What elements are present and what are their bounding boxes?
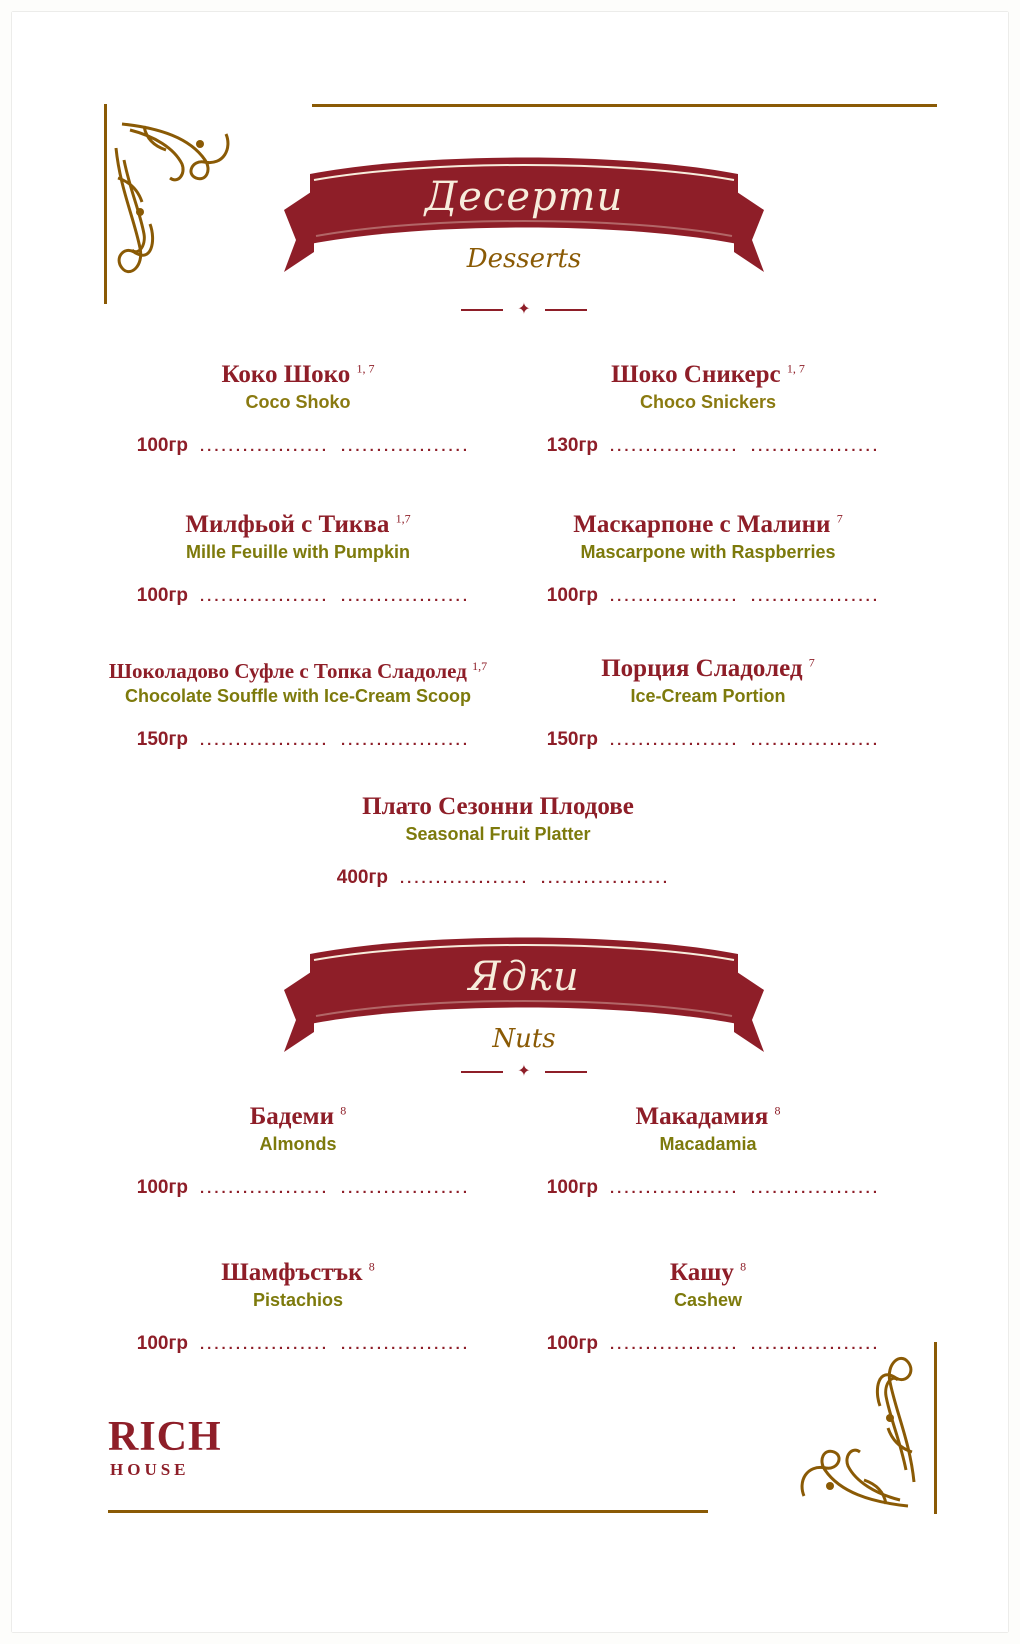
item-grams: 150гр [136,729,188,751]
dots-right: .................. [751,438,881,456]
item-name-en: Seasonal Fruit Platter [405,824,591,845]
allergen-sup: 1,7 [472,659,488,673]
item-name-en: Cashew [673,1290,743,1311]
menu-item [498,512,918,607]
item-grams: 100гр [136,1333,188,1355]
item-price-line [88,585,508,607]
item-price-line [498,1177,918,1199]
menu-item [288,794,708,889]
menu-item [498,656,918,751]
brand-name-line2: HOUSE [110,1460,190,1479]
item-grams: 130гр [546,435,598,457]
item-name-bg: Шамфъстък $^8$ [221,1259,375,1286]
item-grams: 400гр [336,867,388,889]
menu-item [498,1260,918,1355]
dots-right: .................. [341,1180,471,1198]
item-name-en: Macadamia [659,1134,757,1155]
dots-left: .................. [609,1336,739,1354]
dots-left: .................. [199,1336,329,1354]
right-rule [934,1342,937,1514]
item-grams: 100гр [136,435,188,457]
dots-left: .................. [609,588,739,606]
item-name-bg: Бадеми $^8$ [249,1103,347,1130]
menu-item [498,1104,918,1199]
dots-right: .................. [341,588,471,606]
item-name-en: Pistachios [252,1290,344,1311]
dots-right: .................. [341,1336,471,1354]
menu-item [88,1260,508,1355]
section-title-bg: Ядки [468,954,580,1000]
allergen-sup: 1,7 [395,511,411,526]
item-name-bg: Шоколадово Суфле с Топка Сладолед $^{1,7}$ [108,659,488,683]
dots-right: .................. [341,438,471,456]
section-title-en: Nuts [492,1024,556,1054]
dots-left: .................. [199,1180,329,1198]
divider-line-right [545,1071,587,1073]
item-grams: 100гр [136,585,188,607]
dots-right: .................. [751,588,881,606]
allergen-sup: 1, 7 [786,361,805,376]
dots-left: .................. [199,588,329,606]
dots-right: .................. [751,1180,881,1198]
item-grams: 100гр [546,585,598,607]
item-name-bg: Плато Сезонни Плодове [362,793,634,820]
item-name-bg: Макадамия $^8$ [635,1103,781,1130]
item-grams: 100гр [546,1177,598,1199]
item-price-line [88,1177,508,1199]
item-price-line [498,585,918,607]
item-price-line [498,1333,918,1355]
item-grams: 150гр [546,729,598,751]
menu-item [498,362,918,457]
dots-right: .................. [541,870,671,888]
dots-left: .................. [609,1180,739,1198]
bottom-rule [108,1510,708,1513]
leaf-icon: ✦ [517,301,531,318]
allergen-sup: 1, 7 [356,361,375,376]
item-name-en: Choco Snickers [639,392,777,413]
dots-left: .................. [199,732,329,750]
item-name-en: Chocolate Souffle with Ice-Cream Scoop [124,686,472,707]
menu-item [78,660,518,751]
item-price-line [288,867,708,889]
dots-left: .................. [609,732,739,750]
top-rule [312,104,937,107]
dots-left: .................. [609,438,739,456]
item-name-bg: Кашу $^8$ [669,1259,747,1286]
item-price-line [498,435,918,457]
brand-logo [108,1416,308,1480]
allergen-sup: 8 [774,1103,781,1118]
dots-right: .................. [751,1336,881,1354]
dots-right: .................. [751,732,881,750]
allergen-sup: 7 [808,655,815,670]
item-name-en: Almonds [259,1134,337,1155]
menu-item [88,512,508,607]
divider-line-left [461,309,503,311]
item-name-en: Coco Shoko [245,392,351,413]
section-title-bg: Десерти [424,174,624,220]
dots-right: .................. [341,732,471,750]
item-name-en: Mascarpone with Raspberries [580,542,836,563]
dots-left: .................. [199,438,329,456]
menu-item [88,1104,508,1199]
item-price-line [498,729,918,751]
item-name-bg: Порция Сладолед $^7$ [601,655,815,682]
menu-page-inner [12,12,1008,1632]
item-name-bg: Коко Шоко $^{1, 7}$ [221,361,375,388]
item-grams: 100гр [136,1177,188,1199]
section-banner-nuts [274,932,774,1067]
allergen-sup: 8 [740,1259,747,1274]
section-divider-desserts [274,300,774,320]
item-price-line [88,435,508,457]
item-name-en: Mille Feuille with Pumpkin [185,542,411,563]
corner-flourish-bottom-right-icon [730,1332,930,1527]
allergen-sup: 8 [368,1259,375,1274]
item-name-bg: Маскарпоне с Малини $^7$ [573,511,843,538]
corner-flourish-top-left-icon [100,108,250,313]
divider-line-left [461,1071,503,1073]
item-price-line [88,1333,508,1355]
section-banner-desserts [274,152,774,287]
allergen-sup: 8 [340,1103,347,1118]
item-grams: 100гр [546,1333,598,1355]
item-price-line [78,729,518,751]
menu-item [88,362,508,457]
item-name-bg: Шоко Сникерс $^{1, 7}$ [611,361,805,388]
section-title-en: Desserts [466,244,582,274]
allergen-sup: 7 [836,511,843,526]
item-name-en: Ice-Cream Portion [630,686,786,707]
section-divider-nuts [274,1062,774,1082]
brand-name-line1: RICH [108,1414,222,1460]
item-name-bg: Милфьой с Тиква $^{1,7}$ [185,511,411,538]
leaf-icon: ✦ [517,1063,531,1080]
dots-left: .................. [399,870,529,888]
divider-line-right [545,309,587,311]
